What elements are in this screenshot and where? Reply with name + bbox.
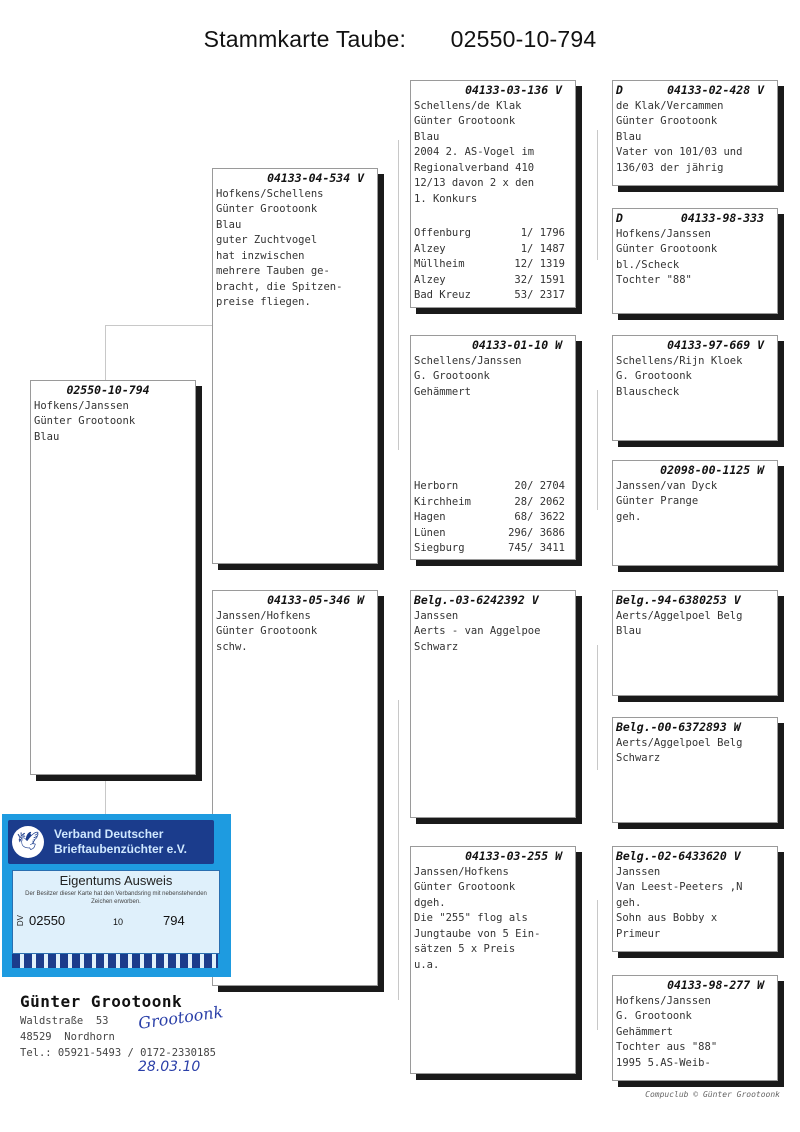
- connector-line: [597, 390, 598, 510]
- result-row: [414, 288, 565, 304]
- fff-prefix: D: [616, 83, 623, 97]
- stamp-org-line1: Verband Deutscher: [54, 827, 164, 841]
- mmf-ring: Belg.-02-6433620 V: [616, 849, 741, 863]
- fmm-line: geh.: [616, 510, 642, 523]
- mff-line: Aerts/Aggelpoel Belg: [616, 609, 743, 622]
- ggp-mmm-card: [612, 975, 778, 1081]
- father-line: Günter Grootoonk: [216, 203, 318, 215]
- fff-line: de Klak/Vercammen: [616, 99, 724, 112]
- pigeon-line: Hofkens/Janssen: [34, 399, 129, 412]
- owner-city: 48529 Nordhorn: [20, 1031, 115, 1043]
- mmf-line: Van Leest-Peeters ,N: [616, 881, 743, 893]
- ffm-prefix: D: [616, 211, 623, 225]
- signature-date: 28.03.10: [138, 1059, 201, 1075]
- result-row: [414, 526, 565, 542]
- result-value: 12/ 1319: [514, 258, 565, 270]
- result-place: Alzey: [414, 273, 446, 286]
- connector-line: [105, 325, 213, 326]
- fmm-line: Janssen/van Dyck: [616, 479, 718, 492]
- mfm-ring: Belg.-00-6372893 W: [616, 720, 741, 734]
- stamp-year: 10: [113, 917, 124, 927]
- result-row: [414, 479, 565, 495]
- ggp-mff-card: [612, 590, 778, 696]
- ff-line: 1. Konkurs: [414, 192, 478, 205]
- ff-line: Schellens/de Klak: [414, 99, 522, 112]
- result-place: Hagen: [414, 511, 446, 523]
- fm-results: [414, 479, 565, 557]
- ff-line: Günter Grootoonk: [414, 115, 516, 127]
- connector-line: [398, 700, 399, 1000]
- fm-line: Schellens/Janssen: [414, 354, 522, 367]
- ff-line: Blau: [414, 130, 440, 143]
- father-card: [212, 168, 378, 564]
- grandmother-paternal-card: [410, 335, 576, 560]
- father-line: Blau: [216, 218, 242, 231]
- mm-line: Janssen/Hofkens: [414, 865, 509, 878]
- ff-line: 12/13 davon 2 x den: [414, 177, 535, 189]
- grandmother-maternal-card: [410, 846, 576, 1074]
- connector-line: [597, 130, 598, 260]
- connector-line: [398, 140, 399, 450]
- result-row: [414, 257, 565, 273]
- fff-ring: 04133-02-428 V: [667, 83, 764, 97]
- stamp-pattern: [12, 954, 218, 968]
- result-value: 745/ 3411: [508, 542, 565, 554]
- ff-ring: 04133-03-136 V: [465, 83, 562, 97]
- ffm-line: Günter Grootoonk: [616, 243, 718, 255]
- fff-line: Vater von 101/03 und: [616, 146, 743, 158]
- ggp-fmm-card: [612, 460, 778, 566]
- ff-line: 2004 2. AS-Vogel im: [414, 146, 535, 158]
- mf-line: Janssen: [414, 609, 459, 622]
- fff-line: Blau: [616, 130, 642, 143]
- ggp-mfm-card: [612, 717, 778, 823]
- result-row: [414, 495, 565, 511]
- signature: Grootoonk: [137, 1002, 225, 1033]
- result-place: Offenburg: [414, 227, 471, 239]
- fm-ring: 04133-01-10 W: [471, 338, 562, 352]
- pigeon-line: Günter Grootoonk: [34, 415, 136, 427]
- result-value: 53/ 2317: [514, 289, 565, 301]
- owner-phone: Tel.: 05921-5493 / 0172-2330185: [20, 1047, 216, 1059]
- father-line: guter Zuchtvogel: [216, 234, 318, 246]
- mm-line: u.a.: [414, 958, 440, 971]
- pigeon-card: [30, 380, 196, 775]
- mfm-line: Aerts/Aggelpoel Belg: [616, 736, 743, 749]
- title-ring: 02550-10-794: [450, 26, 597, 52]
- fmm-line: Günter Prange: [616, 495, 699, 507]
- mfm-line: Schwarz: [616, 752, 661, 764]
- result-place: Herborn: [414, 480, 459, 492]
- mother-ring: 04133-05-346 W: [267, 593, 364, 607]
- ffm-ring: 04133-98-333: [680, 211, 764, 225]
- result-row: [414, 273, 565, 289]
- fmf-line: Blauscheck: [616, 385, 680, 398]
- stamp-number: 794: [163, 913, 185, 928]
- connector-line: [597, 900, 598, 1030]
- result-row: [414, 226, 565, 242]
- owner-street: Waldstraße 53: [20, 1015, 109, 1027]
- mmm-line: G. Grootoonk: [616, 1010, 692, 1022]
- grandfather-paternal-card: [410, 80, 576, 308]
- result-row: [414, 242, 565, 258]
- mmf-line: geh.: [616, 896, 642, 909]
- mm-line: Die "255" flog als: [414, 912, 528, 924]
- result-place: Müllheim: [414, 258, 465, 270]
- grandfather-maternal-card: [410, 590, 576, 818]
- mmm-ring: 04133-98-277 W: [667, 978, 764, 992]
- ggp-mmf-card: [612, 846, 778, 952]
- mother-line: schw.: [216, 640, 248, 653]
- father-line: hat inzwischen: [216, 249, 305, 262]
- result-place: Siegburg: [414, 542, 465, 554]
- stamp-country: 02550: [29, 913, 66, 928]
- mmm-line: Tochter aus "88": [616, 1041, 718, 1053]
- mmm-line: Gehämmert: [616, 1025, 673, 1038]
- mmf-line: Sohn aus Bobby x: [616, 912, 718, 924]
- ff-line: Regionalverband 410: [414, 161, 535, 174]
- mmm-line: Hofkens/Janssen: [616, 994, 711, 1007]
- page-title: [0, 26, 800, 53]
- mm-line: Jungtaube von 5 Ein-: [414, 927, 541, 940]
- ggp-ffm-card: [612, 208, 778, 314]
- mf-line: Aerts - van Aggelpoe: [414, 625, 541, 637]
- mm-line: Günter Grootoonk: [414, 881, 516, 893]
- mff-ring: Belg.-94-6380253 V: [616, 593, 741, 607]
- father-line: bracht, die Spitzen-: [216, 280, 343, 293]
- footer-credit: Compuclub © Günter Grootoonk: [645, 1090, 780, 1099]
- mm-ring: 04133-03-255 W: [465, 849, 562, 863]
- father-line: preise fliegen.: [216, 296, 311, 308]
- fmm-ring: 02098-00-1125 W: [660, 463, 764, 477]
- mother-line: Günter Grootoonk: [216, 625, 318, 637]
- mmf-line: Janssen: [616, 865, 661, 878]
- stamp-header: [8, 820, 214, 864]
- ggp-fmf-card: [612, 335, 778, 441]
- result-place: Bad Kreuz: [414, 289, 471, 301]
- connector-line: [597, 645, 598, 770]
- stamp-dv: DV: [16, 915, 25, 927]
- ffm-line: Tochter "88": [616, 274, 692, 286]
- ggp-fff-card: [612, 80, 778, 186]
- fff-line: 136/03 der jährig: [616, 161, 724, 174]
- fmf-line: G. Grootoonk: [616, 370, 692, 382]
- mff-line: Blau: [616, 625, 642, 637]
- fmf-line: Schellens/Rijn Kloek: [616, 354, 743, 367]
- father-line: Hofkens/Schellens: [216, 187, 324, 200]
- ffm-header: [616, 211, 774, 227]
- stamp-fine-print: Der Besitzer dieser Karte hat den Verbandsring mit nebenstehenden Zeichen erworben.: [25, 891, 207, 905]
- mm-line: sätzen 5 x Preis: [414, 943, 516, 955]
- mmm-line: 1995 5.AS-Weib-: [616, 1056, 711, 1069]
- father-ring: 04133-04-534 V: [267, 171, 364, 185]
- result-value: 20/ 2704: [514, 480, 565, 492]
- result-value: 68/ 3622: [514, 511, 565, 523]
- pigeon-ring: 02550-10-794: [66, 383, 150, 397]
- mf-ring: Belg.-03-6242392 V: [414, 593, 539, 607]
- result-row: [414, 541, 565, 557]
- title-label: Stammkarte Taube:: [203, 26, 407, 52]
- mother-card: [212, 590, 378, 986]
- result-value: 296/ 3686: [508, 526, 565, 539]
- fm-line: Gehämmert: [414, 385, 471, 398]
- ffm-line: bl./Scheck: [616, 258, 680, 271]
- stamp-body: [12, 870, 220, 954]
- result-place: Lünen: [414, 526, 446, 539]
- result-value: 1/ 1796: [520, 227, 565, 239]
- ff-results: [414, 226, 565, 304]
- fff-header: [616, 83, 774, 99]
- pigeon-line: Blau: [34, 430, 60, 443]
- mf-line: Schwarz: [414, 640, 459, 653]
- mmf-line: Primeur: [616, 927, 661, 940]
- owner-name: Günter Grootoonk: [20, 992, 183, 1011]
- result-row: [414, 510, 565, 526]
- ffm-line: Hofkens/Janssen: [616, 227, 711, 240]
- fmf-ring: 04133-97-669 V: [667, 338, 764, 352]
- ownership-stamp: [2, 814, 231, 977]
- dove-logo-icon: 🕊: [12, 826, 44, 858]
- result-place: Kirchheim: [414, 495, 471, 508]
- father-line: mehrere Tauben ge-: [216, 265, 330, 277]
- fff-line: Günter Grootoonk: [616, 115, 718, 127]
- stamp-title: Eigentums Ausweis: [59, 873, 173, 888]
- result-place: Alzey: [414, 242, 446, 255]
- mother-line: Janssen/Hofkens: [216, 609, 311, 622]
- stamp-org-line2: Brieftaubenzüchter e.V.: [54, 842, 187, 856]
- fm-line: G. Grootoonk: [414, 370, 490, 382]
- result-value: 28/ 2062: [514, 495, 565, 508]
- mm-line: dgeh.: [414, 896, 446, 909]
- connector-line: [105, 325, 106, 382]
- result-value: 32/ 1591: [514, 273, 565, 286]
- result-value: 1/ 1487: [520, 242, 565, 255]
